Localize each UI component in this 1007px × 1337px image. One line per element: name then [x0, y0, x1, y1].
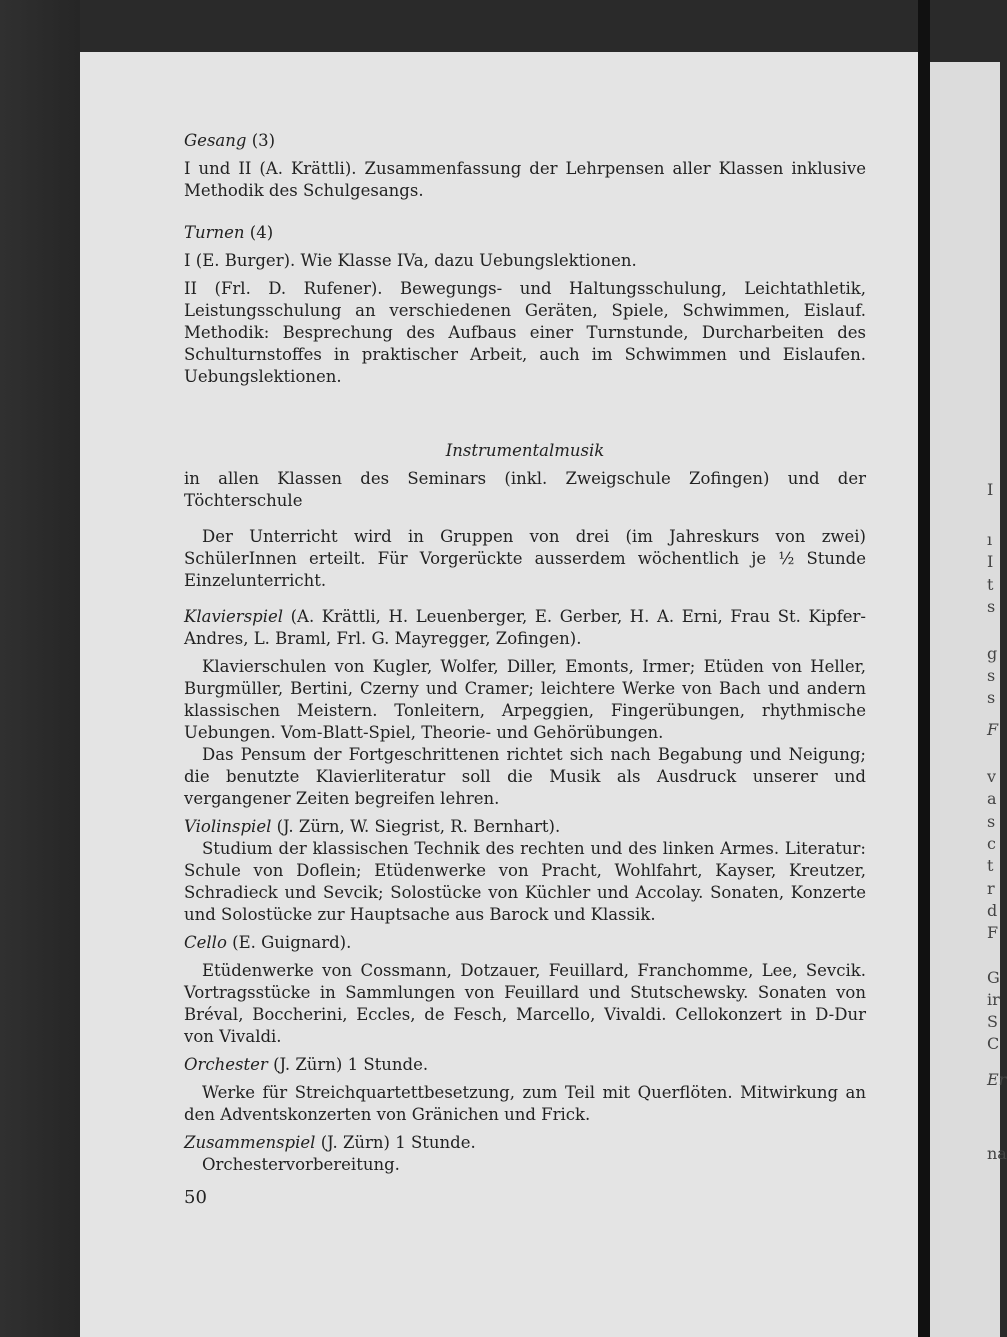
- fragment-char: s: [987, 688, 996, 707]
- fragment-char: r: [987, 879, 995, 898]
- violin-heading: [184, 816, 866, 838]
- fragment-char: c: [987, 834, 996, 853]
- course-teachers: (J. Zürn) 1 Stunde.: [273, 1055, 429, 1074]
- course-title: Violinspiel: [184, 817, 272, 836]
- turnen-paragraph-1: I (E. Burger). Wie Klasse IVa, dazu Uebungslektionen.: [184, 251, 637, 270]
- heading-title: Gesang: [184, 131, 247, 150]
- adjacent-page-fragment: [930, 62, 1007, 1337]
- section-heading-gesang: [184, 130, 866, 152]
- zusammenspiel-text: Orchestervorbereitung.: [202, 1155, 400, 1174]
- fragment-char: Er: [987, 1070, 1007, 1089]
- fragment-char: ı: [987, 530, 993, 549]
- klavier-heading: [184, 606, 866, 650]
- fragment-char: C: [987, 1034, 1000, 1053]
- fragment-char: s: [987, 666, 996, 685]
- fragment-char: d: [987, 901, 998, 920]
- instrumental-subtitle: in allen Klassen des Seminars (inkl. Zweigschule Zofingen) und der Töchterschule: [184, 469, 866, 510]
- zusammenspiel-heading: [184, 1132, 866, 1154]
- course-title: Cello: [184, 933, 227, 952]
- course-teachers: (J. Zürn) 1 Stunde.: [320, 1133, 476, 1152]
- course-teachers: (E. Guignard).: [232, 933, 352, 952]
- page-text-layer: [80, 52, 918, 1337]
- cello-heading: [184, 932, 866, 954]
- section-heading-turnen: [184, 222, 866, 244]
- fragment-char: t: [987, 575, 994, 594]
- page-content: [184, 130, 866, 1176]
- cello-text: Etüdenwerke von Cossmann, Dotzauer, Feuillard, Franchomme, Lee, Sevcik. Vortragsstücke in Sammlungen von Feuillard und Stutschewsky. Sonaten von Bréval, Boccherini, Eccles, de Fesch, Marcello, Vivaldi. Cellokonzert in D-Dur von Vivaldi.: [184, 961, 866, 1046]
- book-gutter: [918, 0, 930, 1337]
- fragment-char: a: [987, 789, 997, 808]
- klavier-paragraph-2: Das Pensum der Fortgeschrittenen richtet sich nach Begabung und Neigung; die benutzte Klavierliteratur soll die Musik als Ausdruck unserer und vergangener Zeiten begreifen lehren.: [184, 745, 866, 808]
- course-teachers: (J. Zürn, W. Siegrist, R. Bernhart).: [276, 817, 561, 836]
- fragment-char: G: [987, 968, 1000, 987]
- course-title: Zusammenspiel: [184, 1133, 316, 1152]
- heading-count: (3): [251, 131, 276, 150]
- instrumental-heading: Instrumentalmusik: [445, 441, 605, 460]
- heading-count: (4): [249, 223, 274, 242]
- fragment-char: s: [987, 597, 996, 616]
- fragment-char: t: [987, 856, 994, 875]
- orchester-text: Werke für Streichquartettbesetzung, zum Teil mit Querflöten. Mitwirkung an den Adventskonzerten von Gränichen und Frick.: [184, 1083, 866, 1124]
- fragment-char: ir: [987, 990, 1000, 1009]
- fragment-char: S: [987, 1012, 998, 1031]
- fragment-char: s: [987, 812, 996, 831]
- course-title: Orchester: [184, 1055, 268, 1074]
- left-page-edge: [0, 0, 80, 1337]
- fragment-char: I: [987, 480, 994, 499]
- violin-text: Studium der klassischen Technik des rechten und des linken Armes. Literatur: Schule von Doflein; Etüdenwerke von Pracht, Wohlfahrt, Kayser, Kreutzer, Schradieck und Sevcik; Solostücke von Küchler und Accolay. Sonaten, Konzerte und Solostücke zur Hauptsache aus Barock und Klassik.: [184, 839, 866, 924]
- fragment-char: I: [987, 552, 994, 571]
- fragment-char: g: [987, 644, 998, 663]
- fragment-char: F: [987, 923, 999, 942]
- course-title: Klavierspiel: [184, 607, 284, 626]
- gesang-text: I und II (A. Krättli). Zusammenfassung der Lehrpensen aller Klassen inklusive Methodik des Schulgesangs.: [184, 159, 866, 200]
- page-number: 50: [184, 1187, 207, 1208]
- fragment-char: F: [987, 720, 999, 739]
- turnen-paragraph-2: II (Frl. D. Rufener). Bewegungs- und Haltungsschulung, Leichtathletik, Leistungsschulung an verschiedenen Geräten, Spiele, Schwimmen, Eislauf. Methodik: Besprechung des Aufbaus einer Turnstunde, Durcharbeiten des Schulturnstoffes in praktischer Arbeit, auch im Schwimmen und Eislaufen. Uebungslektionen.: [184, 279, 866, 386]
- heading-title: Turnen: [184, 223, 245, 242]
- fragment-char: v: [987, 767, 997, 786]
- instrumental-intro: Der Unterricht wird in Gruppen von drei (im Jahreskurs von zwei) SchülerInnen erteilt. Für Vorgerückte ausserdem wöchentlich je ½ Stunde Einzelunterricht.: [184, 527, 866, 590]
- course-teachers: (A. Krättli, H. Leuenberger, E. Gerber, H. A. Erni, Frau St. Kipfer-Andres, L. Braml, Frl. G. Mayregger, Zofingen).: [184, 607, 866, 648]
- orchester-heading: [184, 1054, 866, 1076]
- klavier-paragraph-1: Klavierschulen von Kugler, Wolfer, Diller, Emonts, Irmer; Etüden von Heller, Burgmüller, Bertini, Czerny und Cramer; leichtere Werke von Bach und andern klassischen Meistern. Tonleitern, Arpeggien, Fingerübungen, rhythmische Uebungen. Vom-Blatt-Spiel, Theorie- und Gehörübungen.: [184, 657, 866, 742]
- fragment-char: na: [987, 1144, 1007, 1163]
